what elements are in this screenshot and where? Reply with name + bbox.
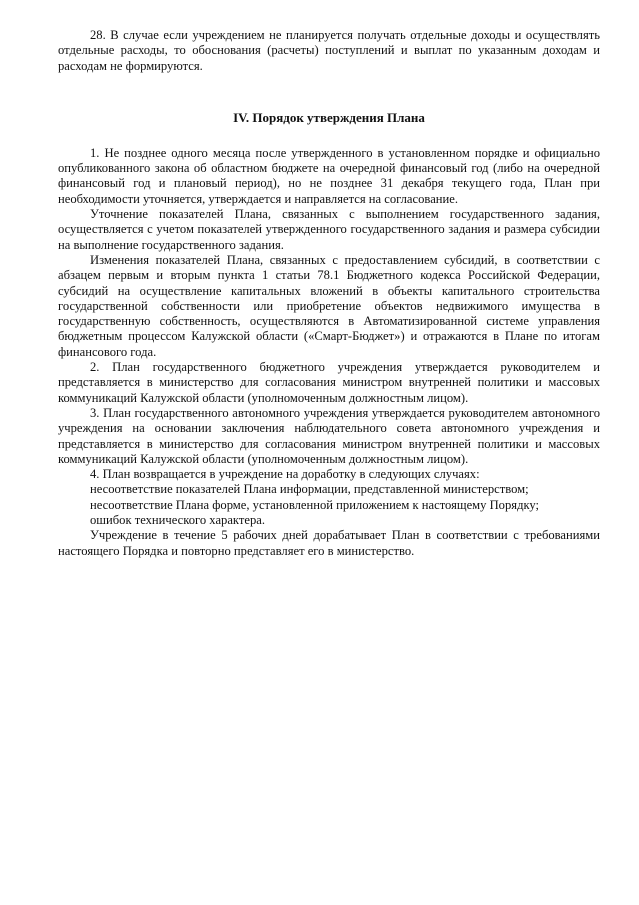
list-item: несоответствие Плана форме, установленной приложением к настоящему Порядку; [90,497,540,512]
section-title: IV. Порядок утверждения Плана [233,109,425,125]
document-page [58,28,600,559]
list-item: ошибок технического характера. [90,513,265,528]
paragraph-state-task: Уточнение показателей Плана, связанных с выполнением государственного задания, осуществляется с учетом показателей утвержденного государственного задания и размера субсидии на выполнение государственного задания. [58,207,600,252]
paragraph-3: 3. План государственного автономного учреждения утверждается руководителем автономного учреждения на основании заключения наблюдательного совета автономного учреждения и представляется в министерство для согласования министром внутренней политики и массовых коммуникаций Калужской области (уполномоченным должностным лицом). [58,405,600,466]
list-item: несоответствие показателей Плана информации, представленной министерством; [90,482,529,497]
paragraph-4: 4. План возвращается в учреждение на доработку в следующих случаях: [90,467,480,482]
paragraph-2: 2. План государственного бюджетного учреждения утверждается руководителем и представляется в министерство для согласования министром внутренней политики и массовых коммуникаций Калужской области (уполномоченным должностным лицом). [58,360,600,405]
paragraph-1: 1. Не позднее одного месяца после утвержденного в установленном порядке и официально опубликованного закона об областном бюджете на очередной финансовый год (либо на очередной финансовый год и плановый период), но не позднее 31 декабря текущего года, План при необходимости уточняется, утверждается и направляется на согласование. [58,145,600,206]
paragraph-subsidies: Изменения показателей Плана, связанных с предоставлением субсидий, в соответствии с абзацем первым и вторым пункта 1 статьи 78.1 Бюджетного кодекса Российской Федерации, субсидий на осуществление капитальных вложений в объекты капитального строительства государственной собственности или приобретение объектов недвижимого имущества в государственную собственность, осуществляются в Автоматизированной системе управления бюджетным процессом Калужской области («Смарт-Бюджет») и отражаются в Плане по итогам финансового года. [58,252,600,359]
paragraph-rework: Учреждение в течение 5 рабочих дней дорабатывает План в соответствии с требованиями настоящего Порядка и повторно представляет его в министерство. [58,528,600,558]
paragraph-28: 28. В случае если учреждением не планируется получать отдельные доходы и осуществлять отдельные расходы, то обоснования (расчеты) поступлений и выплат по указанным доходам и расходам не формируются. [58,28,600,73]
